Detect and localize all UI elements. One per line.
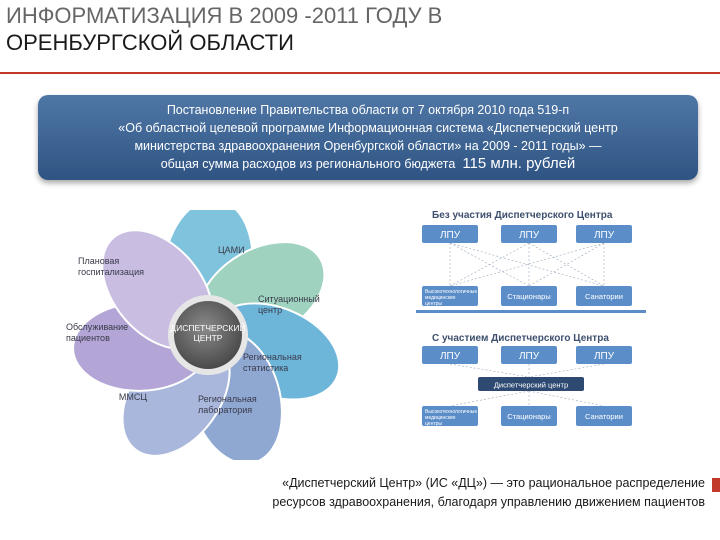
- top-sanatoria-label: Санатории: [585, 292, 623, 301]
- petal-2-label-1: Ситуационный: [258, 294, 320, 304]
- top-connectors: [450, 243, 604, 286]
- caption: [130, 474, 705, 512]
- banner-line-1: Постановление Правительства области от 7 октября 2010 года 519-п: [166, 103, 570, 117]
- banner-text: [38, 101, 698, 173]
- top-stacionary-label: Стационары: [507, 292, 551, 301]
- title-line-2: ОРЕНБУРГСКОЙ ОБЛАСТИ: [6, 30, 294, 55]
- panel-separator: [416, 310, 646, 313]
- center-label-2: ЦЕНТР: [193, 333, 223, 343]
- bottom-lpu-3-label: ЛПУ: [593, 351, 615, 362]
- top-lpu-1-label: ЛПУ: [439, 230, 461, 241]
- caption-line-2: ресурсов здравоохранения, благодаря управлению движением пациентов: [272, 495, 705, 509]
- panel-bottom-title: С участием Диспетчерского Центра: [432, 333, 609, 344]
- dispatch-center-flower: [58, 210, 358, 460]
- bottom-hitech-label-2: медицинские: [425, 415, 456, 421]
- petal-5-label-1: ММСЦ: [118, 392, 148, 402]
- bottom-lpu-1-label: ЛПУ: [439, 351, 461, 362]
- accent-bar: [712, 478, 720, 492]
- petal-6-label-1: Обслуживание: [66, 322, 129, 332]
- title-line-1: ИНФОРМАТИЗАЦИЯ В 2009 -2011 ГОДУ В: [6, 3, 443, 28]
- top-lpu-3-label: ЛПУ: [593, 230, 615, 241]
- petal-7-label-1: Плановая: [78, 256, 120, 266]
- bottom-lpu-2-label: ЛПУ: [518, 351, 540, 362]
- center-label-1: ДИСПЕТЧЕРСКИЙ: [170, 323, 246, 333]
- page-title: [6, 2, 706, 56]
- title-underline: [0, 72, 720, 74]
- budget-amount: 115 млн. рублей: [462, 155, 576, 172]
- banner-line-2: «Об областной целевой программе Информационная система «Диспетчерский центр: [118, 121, 618, 135]
- bottom-hitech-label-1: Высокотехнологичные: [425, 409, 478, 415]
- petal-4-label-1: Региональная: [198, 394, 257, 404]
- bottom-hitech-label-3: центры: [425, 421, 443, 427]
- petal-4-label-2: лаборатория: [198, 405, 253, 415]
- dispatch-comparison: [404, 200, 654, 440]
- petal-2-label-2: центр: [258, 305, 283, 315]
- bottom-stacionary-label: Стационары: [507, 412, 551, 421]
- caption-line-1: «Диспетчерский Центр» (ИС «ДЦ») — это рациональное распределение: [282, 476, 705, 490]
- panel-top-title: Без участия Диспетчерского Центра: [432, 210, 613, 221]
- dc-box-label: Диспетчерский центр: [493, 380, 569, 390]
- petal-7-label-2: госпитализация: [78, 267, 144, 277]
- petal-1-label-1: ЦАМИ: [218, 245, 245, 255]
- top-hitech-label-1: Высокотехнологичные: [425, 289, 478, 295]
- banner-line-4: [38, 155, 698, 173]
- bottom-sanatoria-label: Санатории: [585, 412, 623, 421]
- top-hitech-label-2: медицинские: [425, 295, 456, 301]
- banner-line-4-text: общая сумма расходов из регионального бюджета: [160, 157, 456, 171]
- banner-line-3: министерства здравоохранения Оренбургской области» на 2009 - 2011 годы» —: [134, 139, 602, 153]
- top-hitech-label-3: центры: [425, 301, 443, 307]
- petal-3-label-2: статистика: [243, 363, 289, 373]
- petal-3-label-1: Региональная: [243, 352, 302, 362]
- top-lpu-2-label: ЛПУ: [518, 230, 540, 241]
- petal-6-label-2: пациентов: [66, 333, 110, 343]
- decree-banner: [38, 95, 698, 180]
